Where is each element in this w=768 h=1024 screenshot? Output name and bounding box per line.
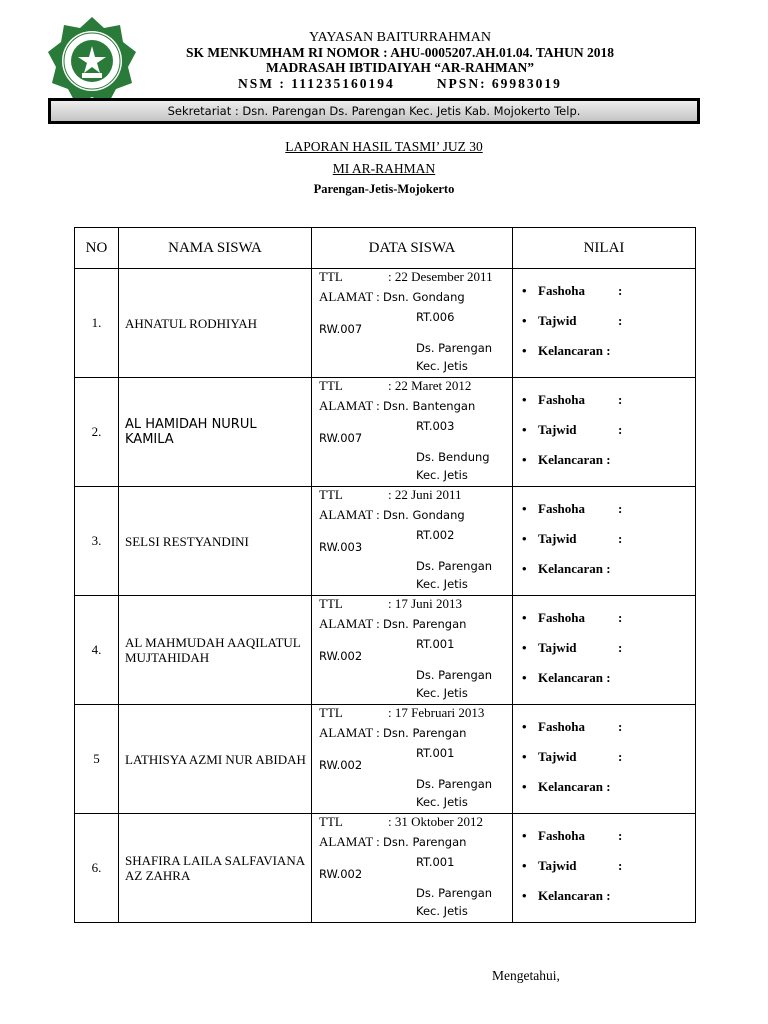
score-label: Tajwid (538, 531, 577, 546)
address-line (319, 834, 466, 850)
table-row (75, 487, 696, 596)
score-kelancaran (538, 887, 695, 917)
address-label: ALAMAT : (319, 398, 380, 413)
dusun: Dsn. Bantengan (383, 399, 476, 413)
rt-number: RT.001 (416, 637, 455, 651)
report-location: Parengan-Jetis-Mojokerto (313, 182, 455, 196)
student-data (312, 814, 513, 923)
score-label: Fashoha (538, 283, 585, 298)
score-fashoha: • Fashoha : (538, 718, 695, 748)
score-tajwid: • Tajwid : (538, 312, 695, 342)
address-label: ALAMAT : (319, 834, 380, 849)
score-fashoha: • Fashoha : (538, 391, 695, 421)
rw-number: RW.002 (319, 758, 363, 772)
score-cell (513, 705, 696, 814)
score-kelancaran (538, 560, 695, 590)
score-fashoha: • Fashoha : (538, 609, 695, 639)
score-kelancaran (538, 669, 695, 699)
score-tajwid: • Tajwid : (538, 530, 695, 560)
village: Ds. Parengan (416, 341, 493, 355)
score-label: Tajwid (538, 422, 577, 437)
score-cell (513, 814, 696, 923)
village: Ds. Parengan (416, 559, 493, 573)
birth-date: : 22 Maret 2012 (388, 378, 472, 393)
rw-number: RW.007 (319, 431, 363, 445)
birth-date: : 17 Februari 2013 (388, 705, 485, 720)
score-tajwid: • Tajwid : (538, 639, 695, 669)
row-number: 3. (75, 487, 119, 596)
dusun: Dsn. Gondang (383, 508, 465, 522)
score-label: Kelancaran : (538, 561, 611, 576)
secretariat-bar: Sekretariat : Dsn. Parengan Ds. Parengan Kec. Jetis Kab. Mojokerto Telp. (48, 98, 700, 124)
rw-number: RW.002 (319, 867, 363, 881)
score-tajwid: • Tajwid : (538, 421, 695, 451)
table-header-row (75, 228, 696, 269)
ttl-label: TTL (319, 705, 343, 720)
table-row (75, 596, 696, 705)
score-cell (513, 269, 696, 378)
address-line (319, 398, 475, 414)
school-name: MADRASAH IBTIDAIYAH “AR-RAHMAN” (265, 60, 534, 75)
score-cell (513, 596, 696, 705)
score-tajwid: • Tajwid : (538, 748, 695, 778)
header-name: NAMA SISWA (119, 228, 312, 269)
row-number: 2. (75, 378, 119, 487)
score-cell (513, 378, 696, 487)
nsm-number: NSM : 111235160194 (238, 76, 395, 91)
score-label: Fashoha (538, 501, 585, 516)
student-data (312, 487, 513, 596)
student-name: SHAFIRA LAILA SALFAVIANA AZ ZAHRA (119, 814, 312, 923)
score-kelancaran (538, 451, 695, 481)
address-label: ALAMAT : (319, 616, 380, 631)
student-data (312, 378, 513, 487)
row-number: 6. (75, 814, 119, 923)
score-fashoha: • Fashoha : (538, 282, 695, 312)
student-name: AHNATUL RODHIYAH (119, 269, 312, 378)
score-label: Kelancaran : (538, 779, 611, 794)
ttl-label: TTL (319, 487, 343, 502)
ttl-label: TTL (319, 378, 343, 393)
birth-date: : 17 Juni 2013 (388, 596, 463, 611)
table-row (75, 705, 696, 814)
student-table (74, 227, 696, 923)
district: Kec. Jetis (416, 359, 468, 373)
village: Ds. Parengan (416, 777, 493, 791)
student-data (312, 269, 513, 378)
village: Ds. Parengan (416, 668, 493, 682)
row-number: 5 (75, 705, 119, 814)
rw-number: RW.007 (319, 322, 363, 336)
dusun: Dsn. Parengan (383, 726, 467, 740)
table-row (75, 378, 696, 487)
rt-number: RT.006 (416, 310, 455, 324)
header-data: DATA SISWA (312, 228, 513, 269)
score-label: Tajwid (538, 313, 577, 328)
student-data (312, 705, 513, 814)
rw-number: RW.003 (319, 540, 363, 554)
district: Kec. Jetis (416, 795, 468, 809)
address-line (319, 507, 465, 523)
district: Kec. Jetis (416, 904, 468, 918)
village: Ds. Bendung (416, 450, 490, 464)
rt-number: RT.001 (416, 746, 455, 760)
row-number: 4. (75, 596, 119, 705)
score-label: Fashoha (538, 719, 585, 734)
table-row (75, 269, 696, 378)
student-name: LATHISYA AZMI NUR ABIDAH (119, 705, 312, 814)
score-label: Fashoha (538, 610, 585, 625)
village: Ds. Parengan (416, 886, 493, 900)
rt-number: RT.002 (416, 528, 455, 542)
birth-date: : 22 Desember 2011 (388, 269, 493, 284)
birth-date: : 31 Oktober 2012 (388, 814, 483, 829)
score-label: Kelancaran : (538, 452, 611, 467)
score-fashoha: • Fashoha : (538, 827, 695, 857)
school-emblem-icon (46, 15, 138, 107)
score-label: Kelancaran : (538, 343, 611, 358)
address-line (319, 289, 465, 305)
dusun: Dsn. Parengan (383, 835, 467, 849)
acknowledged-label: Mengetahui, (492, 968, 560, 983)
row-number: 1. (75, 269, 119, 378)
score-label: Tajwid (538, 858, 577, 873)
score-label: Fashoha (538, 828, 585, 843)
birth-date: : 22 Juni 2011 (388, 487, 462, 502)
table-row (75, 814, 696, 923)
ttl-label: TTL (319, 269, 343, 284)
student-name: AL MAHMUDAH AAQILATUL MUJTAHIDAH (119, 596, 312, 705)
address-line (319, 725, 466, 741)
district: Kec. Jetis (416, 686, 468, 700)
student-data (312, 596, 513, 705)
student-name: SELSI RESTYANDINI (119, 487, 312, 596)
score-label: Tajwid (538, 749, 577, 764)
score-kelancaran (538, 778, 695, 808)
score-cell (513, 487, 696, 596)
dusun: Dsn. Parengan (383, 617, 467, 631)
address-line (319, 616, 466, 632)
ttl-label: TTL (319, 814, 343, 829)
decree-number: SK MENKUMHAM RI NOMOR : AHU-0005207.AH.01.04. TAHUN 2018 (185, 45, 615, 60)
ttl-label: TTL (319, 596, 343, 611)
score-fashoha: • Fashoha : (538, 500, 695, 530)
student-name: AL HAMIDAH NURUL KAMILA (119, 378, 312, 487)
address-label: ALAMAT : (319, 289, 380, 304)
report-title: LAPORAN HASIL TASMI’ JUZ 30 (285, 139, 483, 154)
rw-number: RW.002 (319, 649, 363, 663)
dusun: Dsn. Gondang (383, 290, 465, 304)
address-label: ALAMAT : (319, 725, 380, 740)
score-tajwid: • Tajwid : (538, 857, 695, 887)
foundation-name: YAYASAN BAITURRAHMAN (309, 30, 491, 45)
header-score: NILAI (513, 228, 696, 269)
score-kelancaran (538, 342, 695, 372)
score-label: Kelancaran : (538, 888, 611, 903)
header-no: NO (75, 228, 119, 269)
district: Kec. Jetis (416, 468, 468, 482)
district: Kec. Jetis (416, 577, 468, 591)
rt-number: RT.003 (416, 419, 455, 433)
score-label: Kelancaran : (538, 670, 611, 685)
address-label: ALAMAT : (319, 507, 380, 522)
score-label: Tajwid (538, 640, 577, 655)
report-school: MI AR-RAHMAN (332, 161, 436, 176)
rt-number: RT.001 (416, 855, 455, 869)
school-ids (140, 76, 660, 92)
score-label: Fashoha (538, 392, 585, 407)
npsn-number: NPSN: 69983019 (436, 76, 562, 91)
